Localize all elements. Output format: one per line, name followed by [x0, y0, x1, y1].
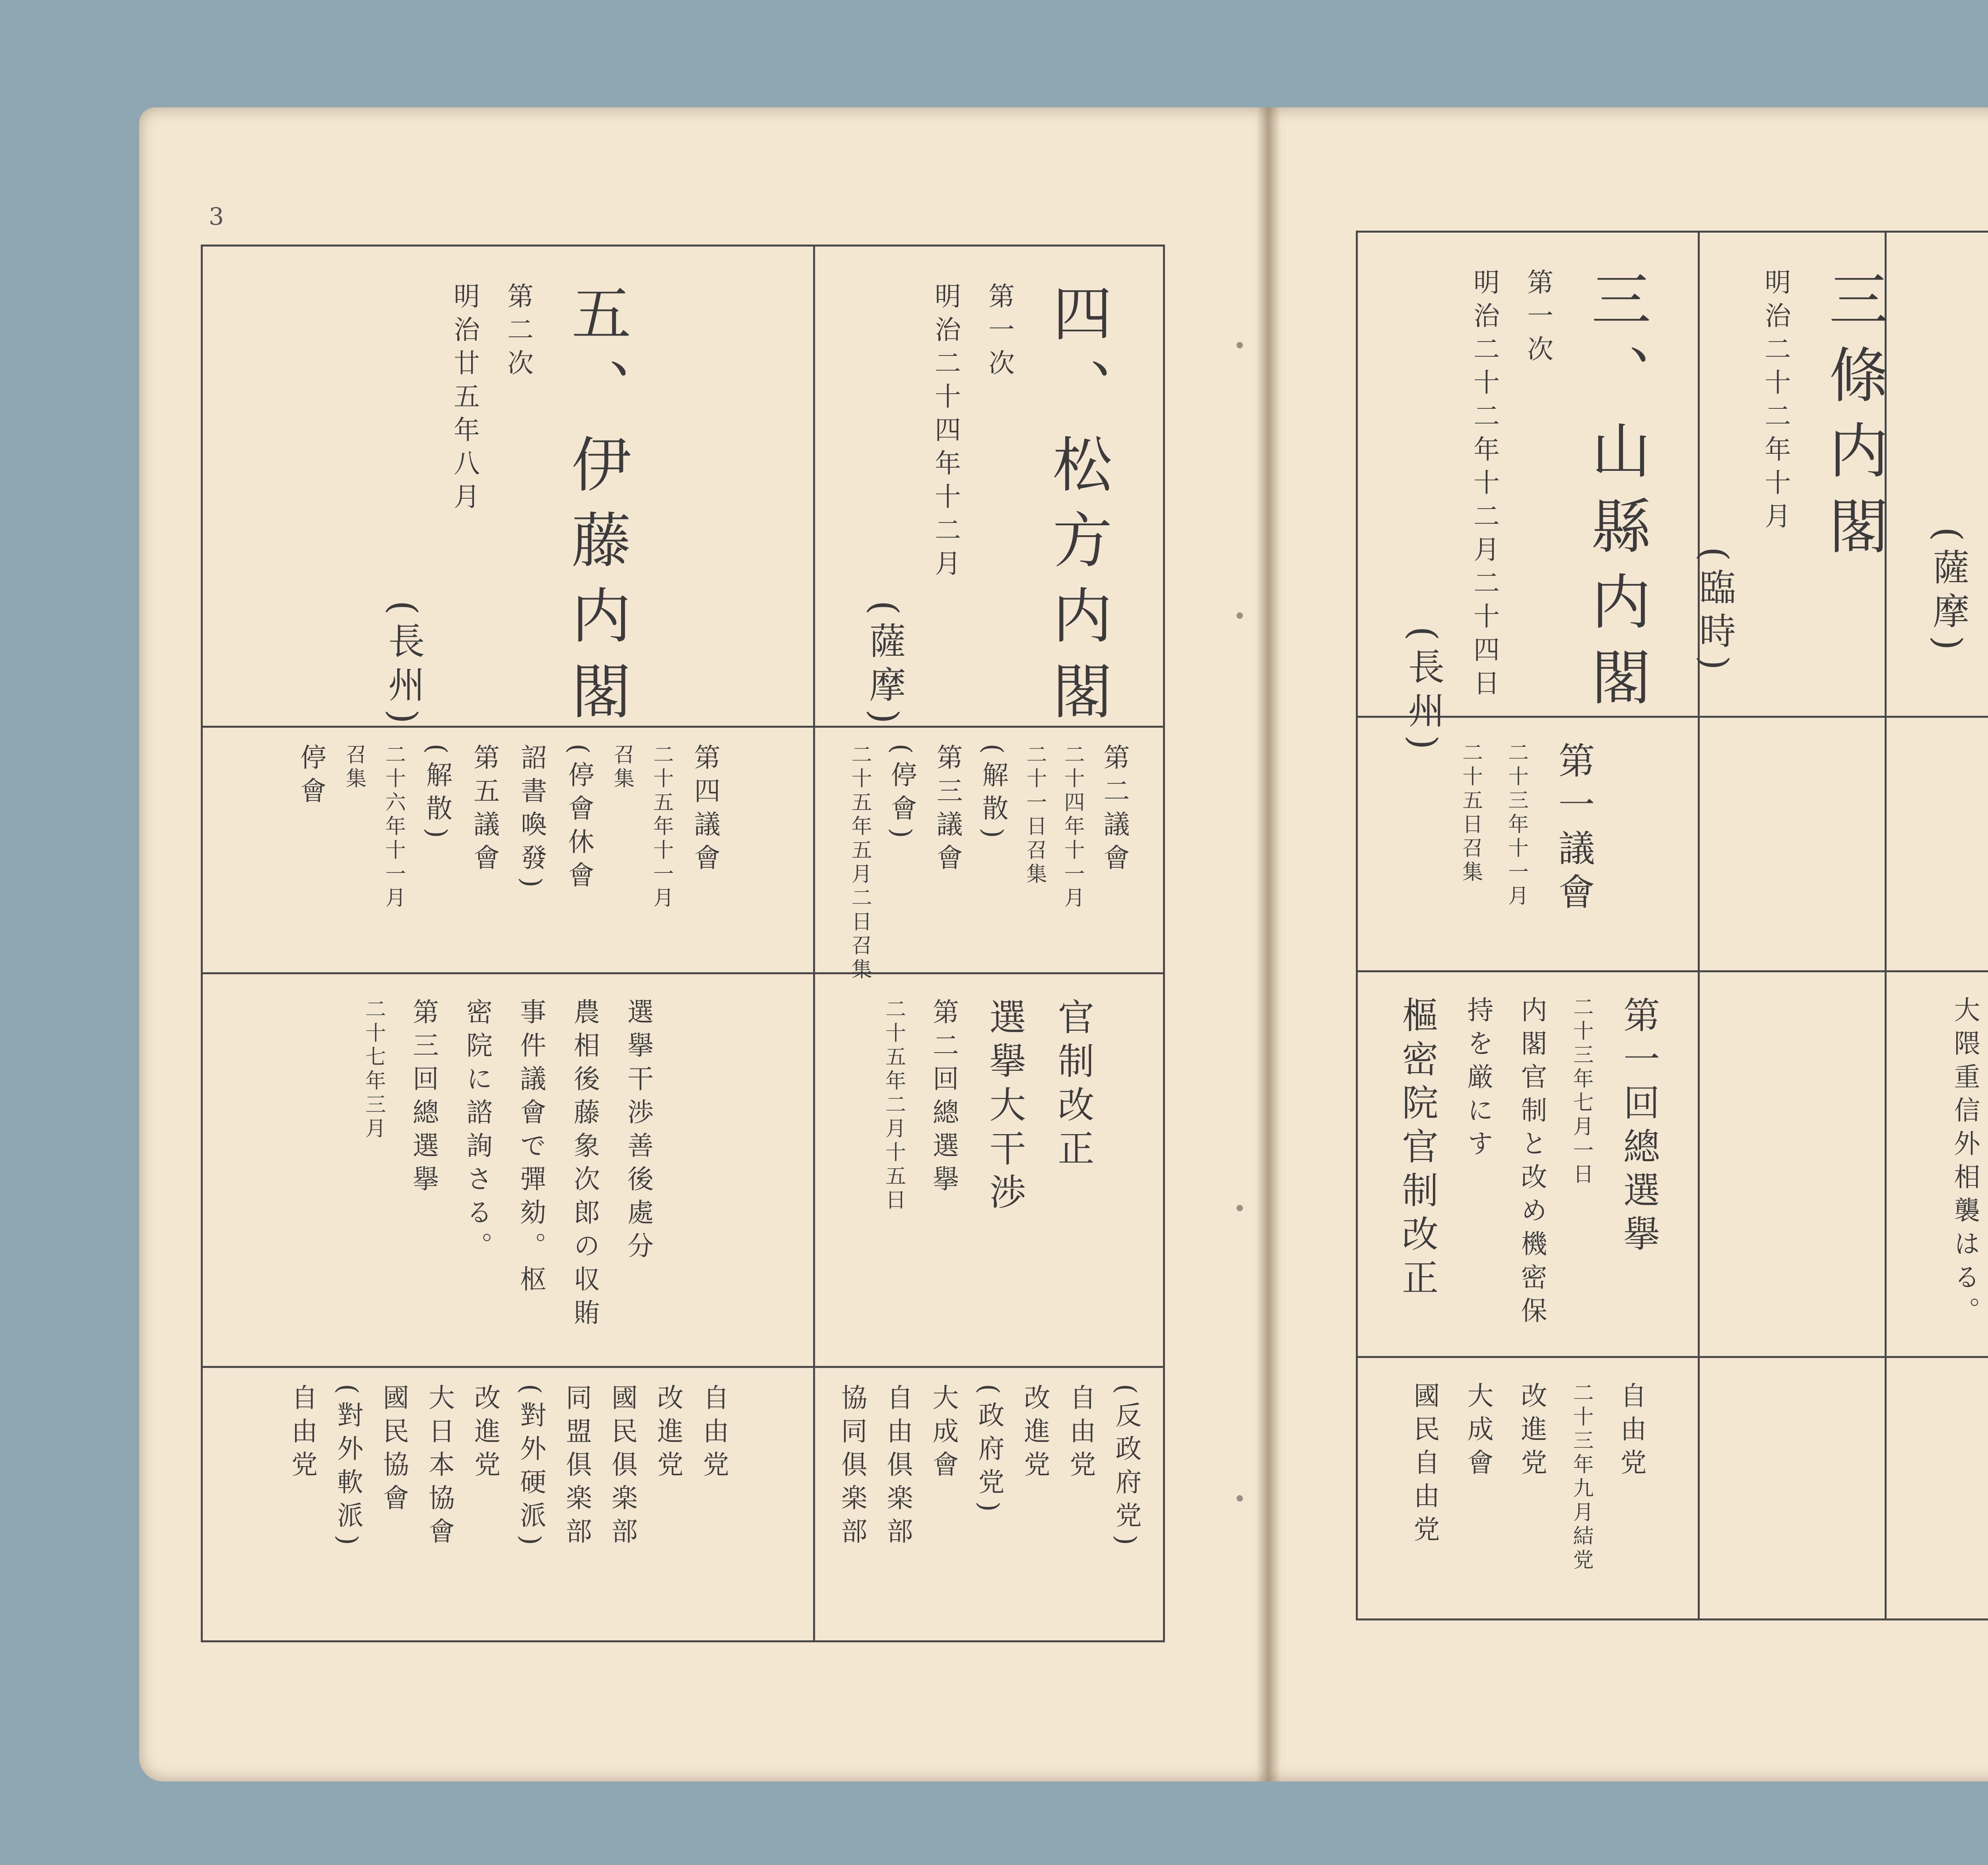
cabinet-name: 三條内閣 — [1819, 268, 1888, 571]
cabinet-faction: (長州) — [1402, 626, 1445, 757]
right-table — [1356, 231, 1988, 1620]
cabinet-name: 四、松方内閣 — [1042, 282, 1112, 736]
cabinet-order: 第二次 — [503, 282, 534, 383]
book-gutter — [1256, 107, 1280, 1781]
cell-matsukata-policy: 官制改正 選擧大干渉 第二回總選擧 二十五年二月十五日 — [814, 973, 1164, 1367]
cabinet-date: 明治廿五年八月 — [449, 282, 480, 516]
cell-sanjo-diet — [1699, 717, 1886, 971]
cabinet-faction: (薩摩) — [863, 600, 906, 731]
cell-matsukata-diet: 第二議會 二十四年十一月 二十一日召集 (解散) 第三議會 (停會) 二十五年五月二日召集 — [814, 727, 1164, 973]
cell-yamagata — [1357, 232, 1699, 757]
cell-yamagata-diet: 第一議會 二十三年十一月 二十五日召集 — [1357, 717, 1699, 971]
cabinet-name: 三、山縣内閣 — [1581, 268, 1650, 722]
cell-kuroda-diet — [1886, 717, 1988, 971]
cell-ito-party: 自由党 改進党 國民俱楽部 同盟俱楽部 (對外硬派) 改進党 大日本協會 國民協會 (對外軟派) 自由党 — [202, 1367, 814, 1642]
cell-kuroda — [1886, 232, 1988, 717]
cabinet-order: 第一次 — [1522, 268, 1553, 369]
cell-ito-diet: 第四議會 二十五年十一月 召集 (停會休會 詔書喚發) 第五議會 (解散) 二十六年十一月 召集 停會 — [202, 727, 814, 973]
cabinet-name: 五、伊藤内閣 — [561, 282, 631, 736]
cell-sanjo-party — [1699, 1357, 1886, 1620]
cabinet-faction: (長州) — [382, 600, 425, 731]
cabinet-date: 明治二十二年十二月二十四日 — [1469, 268, 1500, 703]
cell-ito — [202, 246, 814, 736]
left-table — [201, 245, 1165, 1642]
cell-matsukata-party: (反政府党) 自由党 改進党 (政府党) 大成會 自由俱楽部 協同俱楽部 — [814, 1367, 1164, 1642]
cabinet-faction: (薩摩) — [1927, 527, 1970, 657]
cell-matsukata — [814, 246, 1164, 736]
page-number-left: 3 — [209, 203, 224, 231]
cell-kuroda-policy: 大隈重信外相襲はる。 — [1886, 971, 1988, 1357]
cell-ito-policy: 選擧干渉善後處分 農相後藤象次郎の収賄 事件議會で彈劾。枢 密院に諮詢さる。 第三回總選擧 二十七年三月 — [202, 973, 814, 1367]
cell-yamagata-policy: 第一回總選擧 二十三年七月一日 内閣官制と改め機密保 持を厳にす 樞密院官制改正 — [1357, 971, 1699, 1357]
cabinet-faction: (臨時) — [1693, 547, 1736, 677]
cell-kuroda-party — [1886, 1357, 1988, 1620]
cabinet-date: 明治二十四年十二月 — [930, 282, 961, 583]
cell-sanjo-policy — [1699, 971, 1886, 1357]
cabinet-order: 第一次 — [984, 282, 1015, 383]
cell-yamagata-party: 自由党 二十三年九月結党 改進党 大成會 國民自由党 — [1357, 1357, 1699, 1620]
cell-sanjo — [1693, 232, 1888, 717]
cabinet-date: 明治二十二年十月 — [1760, 268, 1791, 536]
